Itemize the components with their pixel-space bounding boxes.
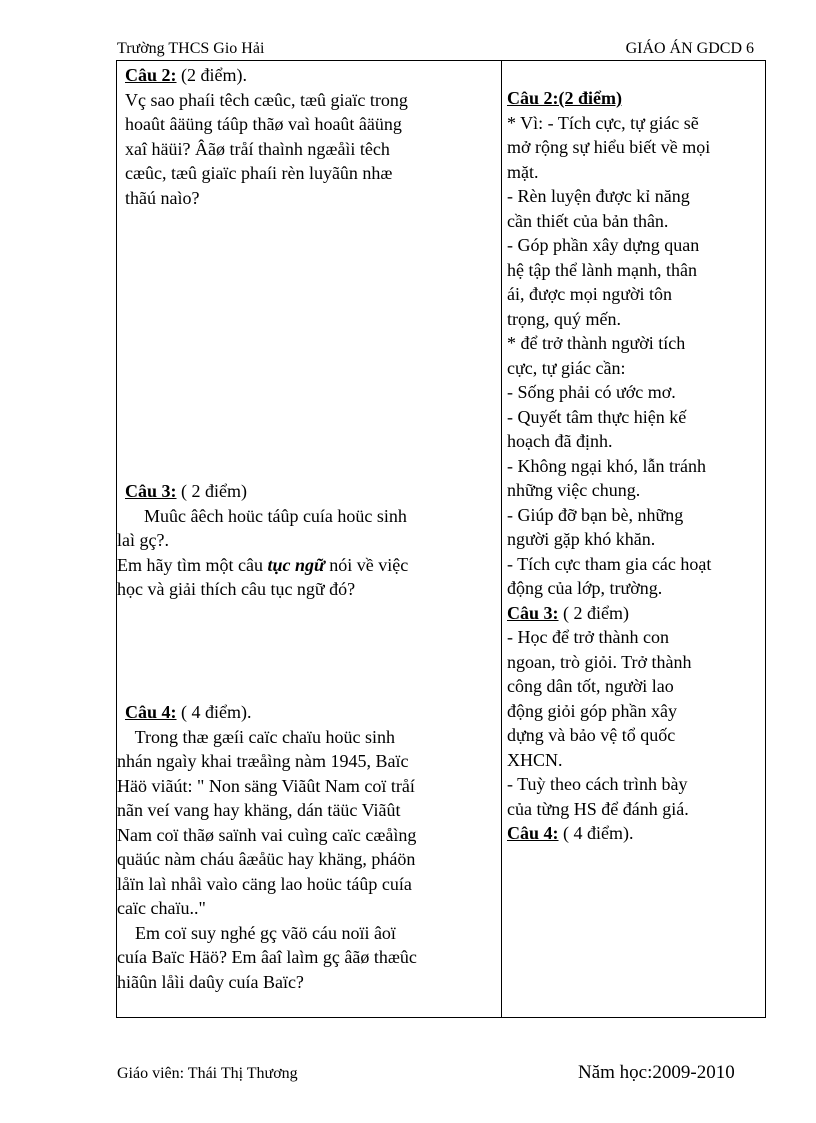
- answer-2-line: người gặp khó khăn.: [507, 529, 656, 549]
- question-4-line: nhán ngaìy khai træåìng nàm 1945, Baïc: [117, 751, 409, 771]
- question-3-text: Em hãy tìm một câu: [117, 554, 268, 575]
- question-3-label: Câu 3:: [125, 481, 177, 501]
- answer-2-line: hoạch đã định.: [507, 431, 613, 451]
- question-3-title: [117, 479, 408, 504]
- answer-3-line: động giỏi góp phần xây: [507, 700, 677, 721]
- question-4-line: Trong thæ gæíi caïc chaïu hoüc sinh: [117, 726, 395, 747]
- emphasized-term: tục ngữ: [267, 554, 325, 575]
- question-4-line: Em coï suy nghé gç vãö cáu noïi âoï: [117, 922, 396, 943]
- answer-3-line: của từng HS để đánh giá.: [507, 798, 689, 819]
- question-4-line: Häö viãút: " Non säng Viãût Nam coï tråí: [117, 775, 415, 796]
- question-2-line: Vç sao phaíi têch cæûc, tæû giaïc trong: [125, 89, 408, 110]
- question-4-line: hiãûn låìi daûy cuía Baïc?: [117, 971, 304, 992]
- question-3-line: [117, 553, 408, 578]
- school-year: Năm học:2009-2010: [578, 1062, 735, 1083]
- answer-2-line: - Giúp đỡ bạn bè, những: [507, 504, 684, 525]
- question-2-line: thãú naìo?: [125, 187, 200, 208]
- answer-2-line: - Không ngại khó, lẫn tránh: [507, 455, 706, 476]
- question-2: [125, 63, 408, 210]
- answer-2-line: - Quyết tâm thực hiện kế: [507, 406, 687, 427]
- answer-2-line: - Rèn luyện được kỉ năng: [507, 186, 690, 206]
- question-4-points: ( 4 điểm).: [176, 702, 252, 722]
- question-2-line: xaî häüi? Âãø tråí thaình ngæåìi têch: [125, 138, 390, 159]
- question-2-points: (2 điểm).: [176, 65, 247, 85]
- answer-3-line: công dân tốt, người lao: [507, 676, 674, 696]
- answer-2-line: - Tích cực tham gia các hoạt: [507, 553, 712, 574]
- question-4-title: [117, 700, 417, 725]
- question-3: [117, 479, 408, 602]
- answer-3-line: - Học để trở thành con: [507, 627, 669, 647]
- answer-2-line: động của lớp, trường.: [507, 578, 663, 598]
- question-2-label: Câu 2:: [125, 65, 177, 85]
- answer-2-line: trọng, quý mến.: [507, 308, 621, 329]
- question-4-line: cuía Baïc Häö? Em âaî laìm gç âãø thæûc: [117, 947, 417, 967]
- answer-2-line: ái, được mọi người tôn: [507, 284, 673, 304]
- answer-2-line: * Vì: - Tích cực, tự giác sẽ: [507, 112, 699, 133]
- question-4-line: caïc chaïu..": [117, 898, 206, 918]
- question-4-label: Câu 4:: [125, 702, 177, 722]
- question-3-line: học và giải thích câu tục ngữ đó?: [117, 579, 356, 599]
- answer-3-line: dựng và bảo vệ tổ quốc: [507, 725, 676, 745]
- answer-2-line: cần thiết của bản thân.: [507, 210, 669, 231]
- answer-2-line: mở rộng sự hiểu biết về mọi: [507, 137, 711, 157]
- answer-2-line: - Góp phần xây dựng quan: [507, 235, 700, 255]
- question-2-line: hoaût âäüng táûp thãø vaì hoaût âäüng: [125, 114, 402, 134]
- answer-2: [507, 86, 711, 846]
- answer-2-title: Câu 2:(2 điểm): [507, 88, 622, 108]
- question-3-text: nói về việc: [324, 554, 409, 575]
- answer-3-line: ngoan, trò giỏi. Trở thành: [507, 651, 692, 672]
- exam-table: [116, 60, 766, 1018]
- question-3-line: Muûc âêch hoüc táûp cuía hoüc sinh: [117, 505, 407, 526]
- question-2-title: [125, 63, 408, 88]
- question-3-line: laì gç?.: [117, 530, 169, 550]
- answer-3-line: - Tuỳ theo cách trình bày: [507, 774, 688, 794]
- column-divider: [501, 61, 502, 1017]
- answer-3-title: [507, 601, 711, 626]
- teacher-name: Giáo viên: Thái Thị Thương: [117, 1065, 298, 1082]
- answer-2-line: cực, tự giác cần:: [507, 357, 626, 378]
- answer-2-line: những việc chung.: [507, 480, 641, 500]
- answer-2-line: mặt.: [507, 161, 539, 182]
- answer-3-line: XHCN.: [507, 749, 563, 770]
- question-3-points: ( 2 điểm): [176, 481, 247, 501]
- answer-2-line: hệ tập thể lành mạnh, thân: [507, 259, 697, 280]
- question-4-line: låïn laì nhåì vaìo cäng lao hoüc táûp cuía: [117, 873, 412, 894]
- answer-2-line: - Sống phải có ước mơ.: [507, 382, 676, 402]
- answer-4-title: [507, 821, 711, 846]
- answer-4-label: Câu 4:: [507, 823, 559, 843]
- question-4: [117, 700, 417, 994]
- question-4-line: quäúc nàm cháu âæåüc hay khäng, pháön: [117, 849, 416, 869]
- question-4-line: Nam coï thãø saïnh vai cuìng caïc cæåìng: [117, 824, 417, 845]
- answer-3-label: Câu 3:: [507, 602, 559, 623]
- answer-4-points: ( 4 điểm).: [558, 823, 634, 843]
- answer-3-points: ( 2 điểm): [558, 602, 629, 623]
- question-4-line: nãn veí vang hay khäng, dán täüc Viãût: [117, 800, 401, 820]
- answer-2-line: * để trở thành người tích: [507, 333, 686, 353]
- school-name: Trường THCS Gio Hải: [117, 40, 265, 57]
- question-2-line: cæûc, tæû giaïc phaíi rèn luyãûn nhæ: [125, 163, 393, 183]
- document-subject: GIÁO ÁN GDCD 6: [625, 40, 754, 57]
